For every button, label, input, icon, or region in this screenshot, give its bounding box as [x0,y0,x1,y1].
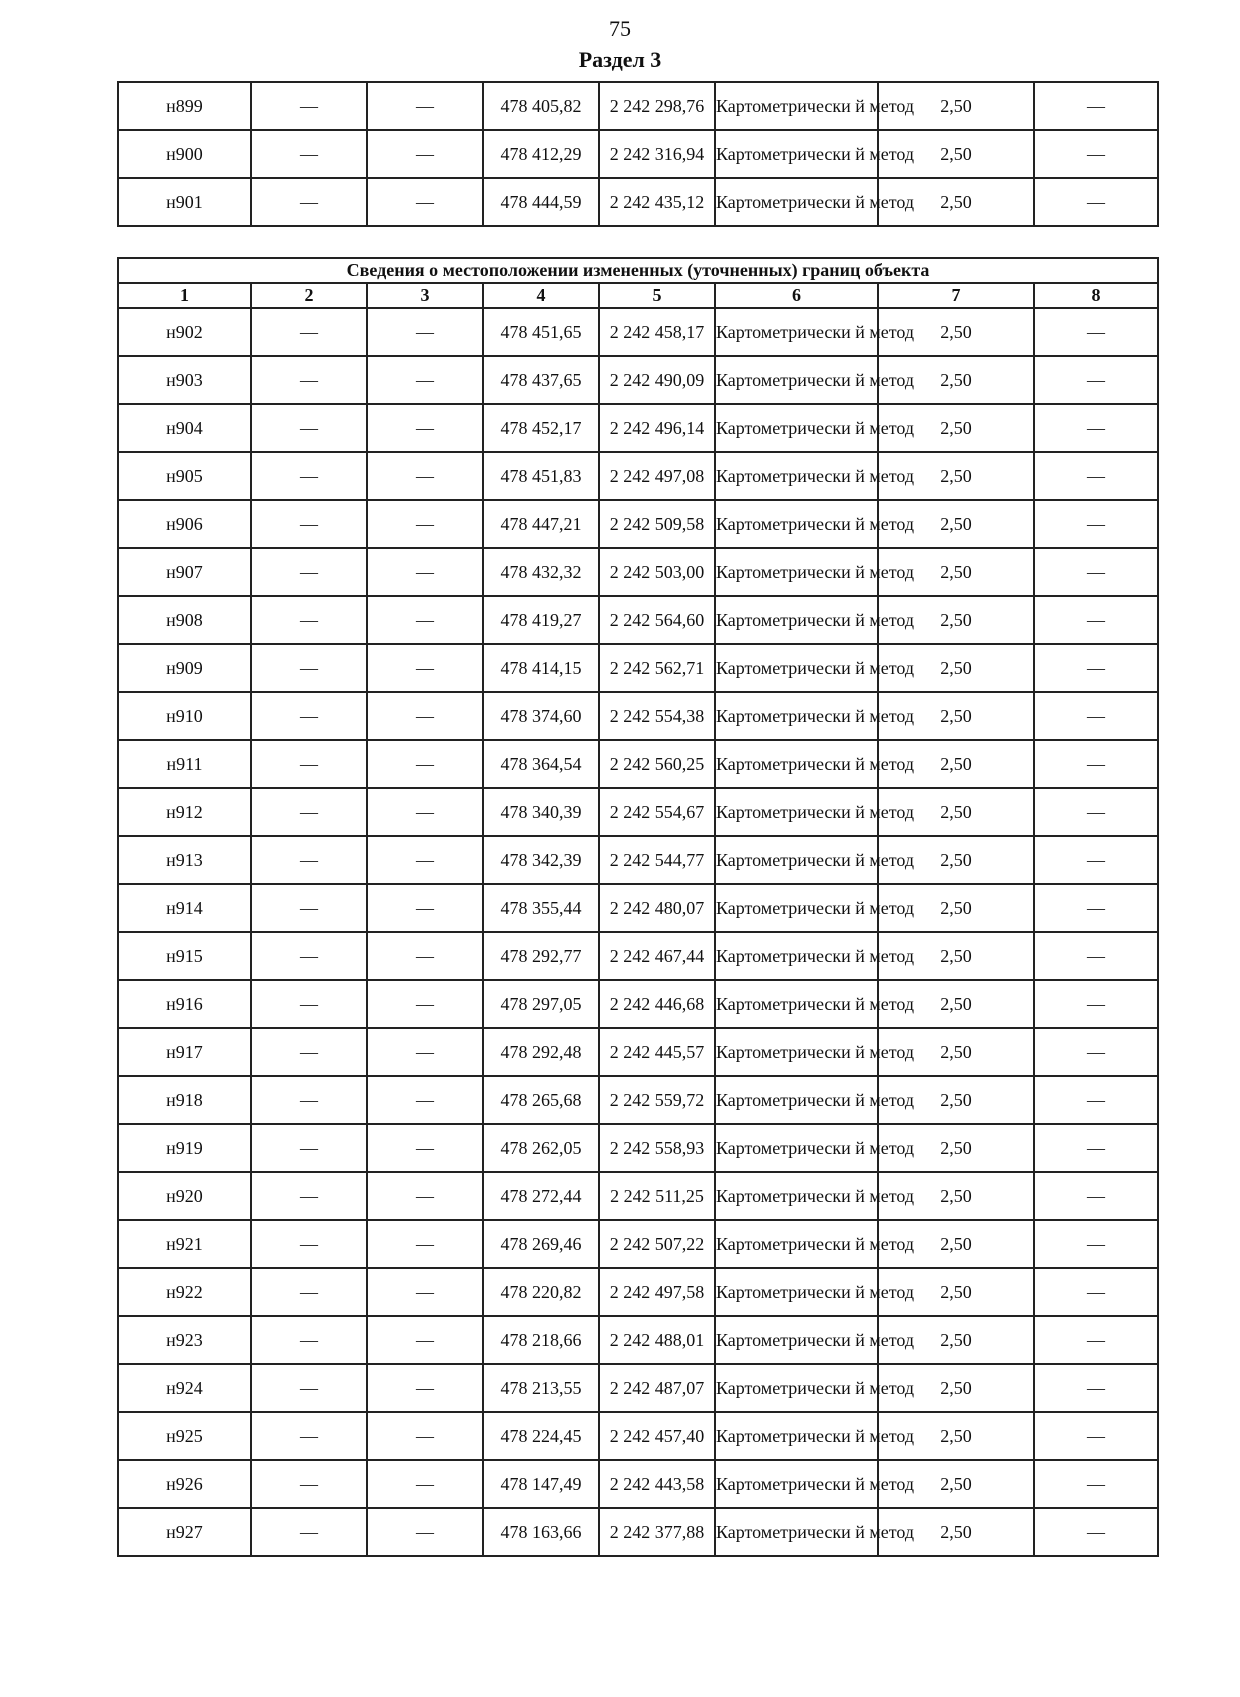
x-coordinate-cell: 478 262,05 [483,1124,599,1172]
method-cell: Картометрически й метод [715,130,878,178]
point-id-cell: н900 [118,130,251,178]
dash-cell: — [251,788,367,836]
table-caption: Сведения о местоположении измененных (уточненных) границ объекта [118,258,1158,283]
method-cell: Картометрически й метод [715,1460,878,1508]
dash-cell: — [367,1124,483,1172]
dash-cell: — [1034,1220,1158,1268]
y-coordinate-cell: 2 242 564,60 [599,596,715,644]
y-coordinate-cell: 2 242 445,57 [599,1028,715,1076]
dash-cell: — [251,548,367,596]
dash-cell: — [251,1028,367,1076]
table-row [118,1028,1158,1076]
dash-cell: — [251,1076,367,1124]
dash-cell: — [367,836,483,884]
method-cell: Картометрически й метод [715,884,878,932]
y-coordinate-cell: 2 242 562,71 [599,644,715,692]
dash-cell: — [251,1172,367,1220]
point-id-cell: н915 [118,932,251,980]
coordinates-table-continued [117,81,1159,227]
y-coordinate-cell: 2 242 511,25 [599,1172,715,1220]
table-row [118,356,1158,404]
x-coordinate-cell: 478 452,17 [483,404,599,452]
point-id-cell: н906 [118,500,251,548]
point-id-cell: н924 [118,1364,251,1412]
accuracy-cell: 2,50 [878,644,1034,692]
dash-cell: — [251,1364,367,1412]
dash-cell: — [1034,644,1158,692]
x-coordinate-cell: 478 414,15 [483,644,599,692]
y-coordinate-cell: 2 242 298,76 [599,82,715,130]
x-coordinate-cell: 478 272,44 [483,1172,599,1220]
table-row [118,644,1158,692]
section-title: Раздел 3 [578,47,662,72]
y-coordinate-cell: 2 242 487,07 [599,1364,715,1412]
accuracy-cell: 2,50 [878,1508,1034,1556]
table-header-row [118,283,1158,308]
point-id-cell: н914 [118,884,251,932]
method-cell: Картометрически й метод [715,500,878,548]
table-row [118,1076,1158,1124]
table-row [118,980,1158,1028]
dash-cell: — [251,500,367,548]
method-cell: Картометрически й метод [715,1220,878,1268]
boundary-coordinates-table [117,257,1159,1557]
x-coordinate-cell: 478 405,82 [483,82,599,130]
dash-cell: — [367,178,483,226]
dash-cell: — [251,308,367,356]
x-coordinate-cell: 478 451,83 [483,452,599,500]
x-coordinate-cell: 478 269,46 [483,1220,599,1268]
point-id-cell: н927 [118,1508,251,1556]
table-row [118,884,1158,932]
point-id-cell: н901 [118,178,251,226]
y-coordinate-cell: 2 242 490,09 [599,356,715,404]
dash-cell: — [1034,596,1158,644]
method-cell: Картометрически й метод [715,644,878,692]
table-row [118,596,1158,644]
table-row [118,932,1158,980]
y-coordinate-cell: 2 242 560,25 [599,740,715,788]
dash-cell: — [1034,1412,1158,1460]
accuracy-cell: 2,50 [878,1028,1034,1076]
y-coordinate-cell: 2 242 507,22 [599,1220,715,1268]
dash-cell: — [367,1364,483,1412]
dash-cell: — [251,740,367,788]
accuracy-cell: 2,50 [878,1316,1034,1364]
table-row [118,130,1158,178]
dash-cell: — [251,356,367,404]
table-row [118,404,1158,452]
dash-cell: — [367,1076,483,1124]
y-coordinate-cell: 2 242 443,58 [599,1460,715,1508]
dash-cell: — [367,82,483,130]
dash-cell: — [1034,692,1158,740]
accuracy-cell: 2,50 [878,692,1034,740]
point-id-cell: н923 [118,1316,251,1364]
dash-cell: — [1034,178,1158,226]
table-row [118,740,1158,788]
dash-cell: — [367,308,483,356]
x-coordinate-cell: 478 213,55 [483,1364,599,1412]
dash-cell: — [251,836,367,884]
accuracy-cell: 2,50 [878,308,1034,356]
dash-cell: — [251,1220,367,1268]
dash-cell: — [1034,1268,1158,1316]
dash-cell: — [367,788,483,836]
dash-cell: — [367,932,483,980]
method-cell: Картометрически й метод [715,178,878,226]
accuracy-cell: 2,50 [878,1268,1034,1316]
method-cell: Картометрически й метод [715,1364,878,1412]
method-cell: Картометрически й метод [715,1412,878,1460]
method-cell: Картометрически й метод [715,836,878,884]
dash-cell: — [251,1412,367,1460]
y-coordinate-cell: 2 242 480,07 [599,884,715,932]
page-number: 75 [609,16,631,41]
method-cell: Картометрически й метод [715,788,878,836]
table-row [118,452,1158,500]
accuracy-cell: 2,50 [878,596,1034,644]
dash-cell: — [1034,308,1158,356]
method-cell: Картометрически й метод [715,1508,878,1556]
table-row [118,82,1158,130]
table-row [118,1508,1158,1556]
dash-cell: — [1034,1076,1158,1124]
accuracy-cell: 2,50 [878,1124,1034,1172]
dash-cell: — [1034,500,1158,548]
dash-cell: — [1034,548,1158,596]
dash-cell: — [367,596,483,644]
table-row [118,548,1158,596]
y-coordinate-cell: 2 242 458,17 [599,308,715,356]
method-cell: Картометрически й метод [715,596,878,644]
accuracy-cell: 2,50 [878,836,1034,884]
table-row [118,178,1158,226]
x-coordinate-cell: 478 265,68 [483,1076,599,1124]
x-coordinate-cell: 478 218,66 [483,1316,599,1364]
point-id-cell: н919 [118,1124,251,1172]
x-coordinate-cell: 478 364,54 [483,740,599,788]
dash-cell: — [1034,1364,1158,1412]
y-coordinate-cell: 2 242 497,08 [599,452,715,500]
point-id-cell: н912 [118,788,251,836]
x-coordinate-cell: 478 292,77 [483,932,599,980]
dash-cell: — [251,932,367,980]
dash-cell: — [367,740,483,788]
point-id-cell: н918 [118,1076,251,1124]
method-cell: Картометрически й метод [715,692,878,740]
dash-cell: — [251,596,367,644]
point-id-cell: н909 [118,644,251,692]
y-coordinate-cell: 2 242 497,58 [599,1268,715,1316]
dash-cell: — [1034,1508,1158,1556]
table-row [118,788,1158,836]
dash-cell: — [1034,130,1158,178]
accuracy-cell: 2,50 [878,452,1034,500]
x-coordinate-cell: 478 447,21 [483,500,599,548]
y-coordinate-cell: 2 242 316,94 [599,130,715,178]
method-cell: Картометрически й метод [715,1316,878,1364]
dash-cell: — [367,1412,483,1460]
dash-cell: — [1034,452,1158,500]
method-cell: Картометрически й метод [715,1268,878,1316]
column-header: 5 [599,283,715,308]
y-coordinate-cell: 2 242 467,44 [599,932,715,980]
column-header: 7 [878,283,1034,308]
y-coordinate-cell: 2 242 503,00 [599,548,715,596]
method-cell: Картометрически й метод [715,452,878,500]
table-row [118,836,1158,884]
dash-cell: — [367,404,483,452]
method-cell: Картометрически й метод [715,548,878,596]
dash-cell: — [1034,740,1158,788]
dash-cell: — [251,884,367,932]
dash-cell: — [367,1028,483,1076]
table-row [118,1124,1158,1172]
table-row [118,1460,1158,1508]
y-coordinate-cell: 2 242 509,58 [599,500,715,548]
y-coordinate-cell: 2 242 496,14 [599,404,715,452]
dash-cell: — [367,1508,483,1556]
column-header: 4 [483,283,599,308]
y-coordinate-cell: 2 242 544,77 [599,836,715,884]
dash-cell: — [367,1220,483,1268]
accuracy-cell: 2,50 [878,1364,1034,1412]
accuracy-cell: 2,50 [878,178,1034,226]
dash-cell: — [251,178,367,226]
table-row [118,1268,1158,1316]
accuracy-cell: 2,50 [878,740,1034,788]
dash-cell: — [251,692,367,740]
table-row [118,1364,1158,1412]
point-id-cell: н926 [118,1460,251,1508]
y-coordinate-cell: 2 242 457,40 [599,1412,715,1460]
column-header: 3 [367,283,483,308]
x-coordinate-cell: 478 224,45 [483,1412,599,1460]
method-cell: Картометрически й метод [715,404,878,452]
x-coordinate-cell: 478 437,65 [483,356,599,404]
dash-cell: — [367,884,483,932]
dash-cell: — [1034,1460,1158,1508]
dash-cell: — [1034,404,1158,452]
x-coordinate-cell: 478 355,44 [483,884,599,932]
dash-cell: — [367,644,483,692]
method-cell: Картометрически й метод [715,980,878,1028]
dash-cell: — [1034,932,1158,980]
dash-cell: — [251,82,367,130]
accuracy-cell: 2,50 [878,788,1034,836]
dash-cell: — [1034,1124,1158,1172]
dash-cell: — [1034,1172,1158,1220]
accuracy-cell: 2,50 [878,1076,1034,1124]
point-id-cell: н922 [118,1268,251,1316]
point-id-cell: н921 [118,1220,251,1268]
accuracy-cell: 2,50 [878,1412,1034,1460]
x-coordinate-cell: 478 444,59 [483,178,599,226]
dash-cell: — [367,356,483,404]
point-id-cell: н925 [118,1412,251,1460]
column-header: 6 [715,283,878,308]
dash-cell: — [1034,884,1158,932]
accuracy-cell: 2,50 [878,884,1034,932]
y-coordinate-cell: 2 242 435,12 [599,178,715,226]
point-id-cell: н899 [118,82,251,130]
point-id-cell: н905 [118,452,251,500]
x-coordinate-cell: 478 297,05 [483,980,599,1028]
dash-cell: — [367,1172,483,1220]
accuracy-cell: 2,50 [878,82,1034,130]
dash-cell: — [367,452,483,500]
dash-cell: — [251,130,367,178]
method-cell: Картометрически й метод [715,356,878,404]
column-header: 1 [118,283,251,308]
y-coordinate-cell: 2 242 554,38 [599,692,715,740]
dash-cell: — [367,980,483,1028]
dash-cell: — [367,500,483,548]
table-row [118,1220,1158,1268]
method-cell: Картометрически й метод [715,932,878,980]
accuracy-cell: 2,50 [878,980,1034,1028]
dash-cell: — [251,644,367,692]
x-coordinate-cell: 478 374,60 [483,692,599,740]
point-id-cell: н911 [118,740,251,788]
y-coordinate-cell: 2 242 554,67 [599,788,715,836]
dash-cell: — [367,1316,483,1364]
dash-cell: — [1034,1028,1158,1076]
dash-cell: — [367,130,483,178]
point-id-cell: н917 [118,1028,251,1076]
dash-cell: — [1034,788,1158,836]
x-coordinate-cell: 478 419,27 [483,596,599,644]
table-row [118,1316,1158,1364]
dash-cell: — [367,1268,483,1316]
dash-cell: — [251,1268,367,1316]
y-coordinate-cell: 2 242 488,01 [599,1316,715,1364]
dash-cell: — [251,1508,367,1556]
x-coordinate-cell: 478 292,48 [483,1028,599,1076]
accuracy-cell: 2,50 [878,356,1034,404]
point-id-cell: н916 [118,980,251,1028]
y-coordinate-cell: 2 242 559,72 [599,1076,715,1124]
accuracy-cell: 2,50 [878,932,1034,980]
point-id-cell: н903 [118,356,251,404]
method-cell: Картометрически й метод [715,740,878,788]
dash-cell: — [1034,1316,1158,1364]
dash-cell: — [251,1124,367,1172]
method-cell: Картометрически й метод [715,1172,878,1220]
accuracy-cell: 2,50 [878,1172,1034,1220]
x-coordinate-cell: 478 147,49 [483,1460,599,1508]
dash-cell: — [251,1460,367,1508]
x-coordinate-cell: 478 340,39 [483,788,599,836]
table-row [118,308,1158,356]
point-id-cell: н904 [118,404,251,452]
y-coordinate-cell: 2 242 446,68 [599,980,715,1028]
accuracy-cell: 2,50 [878,500,1034,548]
table-caption-row [118,258,1158,283]
dash-cell: — [367,1460,483,1508]
dash-cell: — [1034,356,1158,404]
x-coordinate-cell: 478 220,82 [483,1268,599,1316]
table-row [118,500,1158,548]
dash-cell: — [251,404,367,452]
point-id-cell: н913 [118,836,251,884]
accuracy-cell: 2,50 [878,1220,1034,1268]
dash-cell: — [367,692,483,740]
point-id-cell: н907 [118,548,251,596]
method-cell: Картометрически й метод [715,1124,878,1172]
accuracy-cell: 2,50 [878,1460,1034,1508]
dash-cell: — [251,980,367,1028]
table-row [118,1412,1158,1460]
x-coordinate-cell: 478 451,65 [483,308,599,356]
accuracy-cell: 2,50 [878,130,1034,178]
x-coordinate-cell: 478 163,66 [483,1508,599,1556]
x-coordinate-cell: 478 412,29 [483,130,599,178]
x-coordinate-cell: 478 432,32 [483,548,599,596]
point-id-cell: н902 [118,308,251,356]
method-cell: Картометрически й метод [715,308,878,356]
dash-cell: — [1034,836,1158,884]
method-cell: Картометрически й метод [715,1076,878,1124]
point-id-cell: н910 [118,692,251,740]
point-id-cell: н920 [118,1172,251,1220]
dash-cell: — [251,1316,367,1364]
dash-cell: — [1034,82,1158,130]
dash-cell: — [251,452,367,500]
column-header: 2 [251,283,367,308]
y-coordinate-cell: 2 242 558,93 [599,1124,715,1172]
accuracy-cell: 2,50 [878,404,1034,452]
x-coordinate-cell: 478 342,39 [483,836,599,884]
column-header: 8 [1034,283,1158,308]
dash-cell: — [367,548,483,596]
method-cell: Картометрически й метод [715,82,878,130]
dash-cell: — [1034,980,1158,1028]
method-cell: Картометрически й метод [715,1028,878,1076]
y-coordinate-cell: 2 242 377,88 [599,1508,715,1556]
point-id-cell: н908 [118,596,251,644]
table-row [118,1172,1158,1220]
accuracy-cell: 2,50 [878,548,1034,596]
table-row [118,692,1158,740]
